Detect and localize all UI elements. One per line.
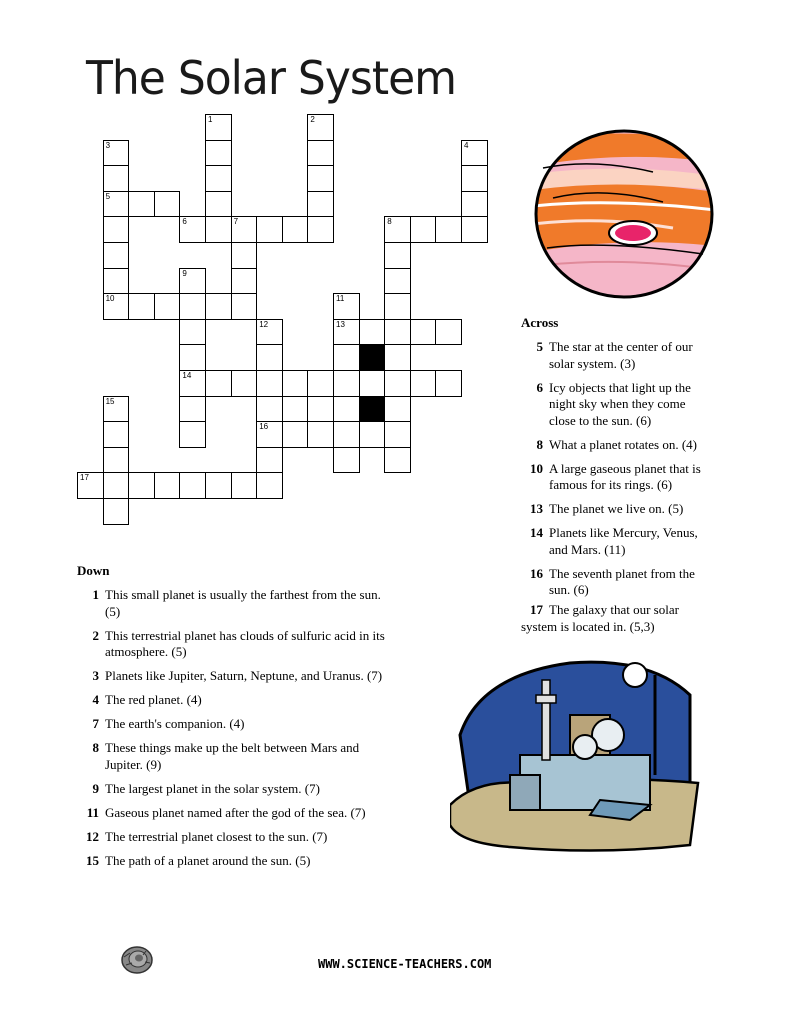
crossword-cell[interactable] [205, 216, 232, 243]
clue-number: 9 [182, 268, 187, 278]
crossword-cell[interactable] [384, 447, 411, 474]
crossword-cell[interactable] [205, 191, 232, 218]
crossword-cell[interactable] [231, 242, 258, 269]
clue-number: 16 [530, 565, 543, 581]
clue-text: (5) [105, 603, 121, 619]
clue-text: The galaxy that our solar [549, 602, 679, 617]
crossword-cell[interactable] [103, 140, 130, 167]
clue-item [521, 380, 791, 430]
crossword-cell[interactable] [179, 421, 206, 448]
crossword-cell[interactable] [307, 396, 334, 423]
crossword-cell[interactable] [103, 216, 130, 243]
crossword-cell[interactable] [384, 216, 411, 243]
clue-item [77, 692, 407, 709]
clue-item [77, 740, 407, 773]
clue-text: This terrestrial planet has clouds of sulfuric acid in its [105, 627, 385, 643]
crossword-cell[interactable] [307, 140, 334, 167]
clue-text: solar system. (3) [549, 355, 636, 371]
crossword-cell[interactable] [128, 191, 155, 218]
crossword-cell[interactable] [231, 216, 258, 243]
crossword-cell[interactable] [384, 293, 411, 320]
ammonite-fossil-icon [120, 945, 154, 975]
crossword-cell[interactable] [410, 216, 437, 243]
down-heading: Down [77, 563, 110, 578]
crossword-cell[interactable] [154, 191, 181, 218]
clue-number: 17 [80, 473, 89, 483]
crossword-cell[interactable] [128, 293, 155, 320]
clue-text: Gaseous planet named after the god of the sea. (7) [105, 804, 366, 820]
clue-number: 2 [310, 115, 315, 124]
clue-text: Planets like Jupiter, Saturn, Neptune, and Uranus. (7) [105, 668, 383, 683]
clue-number: 17 [530, 602, 543, 617]
clue-text: Jupiter. (9) [105, 756, 162, 772]
clue-number: 10 [105, 294, 115, 304]
crossword-cell[interactable] [256, 216, 283, 243]
clue-text: The star at the center of our [549, 339, 693, 354]
crossword-cell[interactable] [282, 421, 309, 448]
crossword-cell[interactable] [77, 472, 104, 499]
crossword-cell[interactable] [179, 472, 206, 499]
crossword-cell[interactable] [384, 242, 411, 269]
clue-number: 4 [92, 692, 99, 707]
crossword-cell[interactable] [103, 498, 130, 525]
clue-text: This small planet is usually the farthest from the sun. [105, 587, 381, 602]
crossword-cell[interactable] [384, 396, 411, 423]
clue-text: The red planet. (4) [105, 692, 202, 707]
clue-item [521, 501, 791, 518]
crossword-cell[interactable] [256, 447, 283, 474]
crossword-cell[interactable] [179, 319, 206, 346]
clue-number: 15 [105, 396, 115, 406]
clue-text: What a planet rotates on. (4) [549, 436, 697, 452]
clue-text: Planets like Mercury, Venus, [549, 525, 698, 540]
crossword-cell[interactable] [103, 165, 130, 192]
clue-number: 14 [530, 525, 543, 540]
clue-text: famous for its rings. (6) [549, 477, 673, 492]
crossword-cell[interactable] [461, 216, 488, 243]
clue-number: 6 [536, 379, 543, 395]
clue-text: system is located in. (5,3) [521, 618, 655, 634]
crossword-cell[interactable] [307, 165, 334, 192]
clue-item [521, 602, 791, 635]
crossword-cell[interactable] [103, 242, 130, 269]
crossword-cell[interactable] [154, 293, 181, 320]
crossword-cell[interactable] [384, 344, 411, 371]
crossword-cell[interactable] [307, 421, 334, 448]
crossword-cell[interactable] [307, 370, 334, 397]
crossword-cell[interactable] [179, 344, 206, 371]
clue-text: Icy objects that light up the [549, 379, 691, 395]
clue-number: 7 [233, 217, 239, 227]
clue-number: 8 [387, 217, 392, 227]
clue-item [77, 668, 407, 685]
clue-text: The path of a planet around the sun. (5) [105, 852, 311, 868]
crossword-cell[interactable] [103, 421, 130, 448]
crossword-cell[interactable] [384, 319, 411, 346]
clue-number: 8 [92, 740, 99, 755]
clue-text: A large gaseous planet that is [549, 460, 701, 476]
crossword-cell[interactable] [384, 268, 411, 295]
crossword-cell[interactable] [461, 165, 488, 192]
crossword-cell[interactable] [410, 319, 437, 346]
clue-item [77, 587, 407, 620]
clue-text: close to the sun. (6) [549, 412, 652, 428]
crossword-cell[interactable] [435, 216, 462, 243]
blocked-cell [359, 396, 386, 423]
crossword-cell[interactable] [179, 293, 206, 320]
crossword-cell[interactable] [205, 114, 232, 141]
crossword-cell[interactable] [256, 421, 283, 448]
clue-number: 5 [105, 191, 111, 201]
clue-number: 7 [92, 716, 99, 731]
clue-number: 10 [530, 460, 543, 476]
crossword-cell[interactable] [231, 293, 258, 320]
crossword-cell[interactable] [103, 268, 130, 295]
crossword-cell[interactable] [205, 140, 232, 167]
crossword-cell[interactable] [256, 370, 283, 397]
clue-number: 13 [336, 319, 345, 329]
crossword-cell[interactable] [282, 370, 309, 397]
clue-item [77, 781, 407, 798]
crossword-cell[interactable] [154, 472, 181, 499]
crossword-cell[interactable] [307, 216, 334, 243]
clue-text: The largest planet in the solar system. (7) [105, 780, 320, 796]
crossword-cell[interactable] [256, 472, 283, 499]
clue-number: 1 [208, 115, 213, 124]
clue-number: 13 [530, 501, 543, 516]
jupiter-illustration [533, 128, 715, 300]
clue-text: and Mars. (11) [549, 541, 626, 557]
crossword-cell[interactable] [282, 216, 309, 243]
crossword-cell[interactable] [307, 191, 334, 218]
clue-number: 6 [182, 217, 187, 227]
clue-number: 14 [182, 371, 192, 380]
crossword-cell[interactable] [103, 293, 130, 320]
clue-item [77, 829, 407, 846]
clue-item [77, 716, 407, 733]
clue-number: 3 [105, 140, 111, 150]
crossword-cell[interactable] [333, 370, 360, 397]
crossword-cell[interactable] [359, 319, 386, 346]
clue-item [521, 525, 791, 558]
crossword-cell[interactable] [333, 447, 360, 474]
clue-number: 3 [92, 668, 99, 683]
clue-item [77, 853, 407, 870]
clue-number: 12 [259, 319, 269, 329]
crossword-cell[interactable] [333, 396, 360, 423]
footer-website[interactable]: WWW.SCIENCE-TEACHERS.COM [318, 957, 492, 971]
crossword-cell[interactable] [333, 344, 360, 371]
crossword-cell[interactable] [435, 319, 462, 346]
clue-number: 15 [86, 852, 99, 868]
crossword-cell[interactable] [256, 344, 283, 371]
crossword-cell[interactable] [179, 396, 206, 423]
crossword-cell[interactable] [282, 396, 309, 423]
crossword-cell[interactable] [333, 293, 360, 320]
clue-item [77, 628, 407, 661]
clue-text: night sky when they come [549, 396, 686, 411]
clue-text: The seventh planet from the [549, 565, 695, 581]
crossword-cell[interactable] [205, 165, 232, 192]
crossword-cell[interactable] [231, 472, 258, 499]
clue-item [77, 805, 407, 822]
crossword-cell[interactable] [256, 319, 283, 346]
clue-text: These things make up the belt between Mars and [105, 740, 360, 755]
clue-number: 12 [86, 828, 99, 844]
crossword-cell[interactable] [461, 191, 488, 218]
clue-item [521, 437, 791, 454]
clue-item [521, 566, 791, 599]
clue-text: sun. (6) [549, 582, 589, 597]
crossword-cell[interactable] [179, 370, 206, 397]
crossword-cell[interactable] [179, 268, 206, 295]
crossword-cell[interactable] [435, 370, 462, 397]
crossword-cell[interactable] [307, 114, 334, 141]
clue-number: 8 [536, 436, 543, 452]
clue-number: 1 [92, 587, 99, 602]
clue-item [521, 461, 791, 494]
crossword-cell[interactable] [179, 216, 206, 243]
crossword-cell[interactable] [103, 191, 130, 218]
crossword-cell[interactable] [384, 370, 411, 397]
crossword-cell[interactable] [359, 421, 386, 448]
crossword-cell[interactable] [256, 396, 283, 423]
clue-number: 16 [259, 422, 269, 432]
clue-text: The planet we live on. (5) [549, 501, 684, 516]
crossword-cell[interactable] [103, 447, 130, 474]
crossword-cell[interactable] [333, 421, 360, 448]
crossword-cell[interactable] [103, 472, 130, 499]
clue-number: 2 [92, 627, 99, 643]
clue-number: 9 [92, 780, 99, 796]
crossword-cell[interactable] [103, 396, 130, 423]
crossword-cell[interactable] [410, 370, 437, 397]
clue-number: 5 [536, 339, 543, 354]
clue-number: 11 [336, 294, 345, 304]
crossword-cell[interactable] [231, 370, 258, 397]
crossword-cell[interactable] [359, 370, 386, 397]
clue-text: The earth's companion. (4) [105, 716, 245, 731]
clue-number: 11 [86, 804, 99, 820]
crossword-cell[interactable] [128, 472, 155, 499]
clue-item [521, 339, 791, 372]
crossword-cell[interactable] [384, 421, 411, 448]
crossword-cell[interactable] [333, 319, 360, 346]
crossword-cell[interactable] [205, 472, 232, 499]
crossword-cell[interactable] [205, 293, 232, 320]
across-heading: Across [521, 315, 559, 330]
page-title: The Solar System [86, 52, 457, 106]
crossword-cell[interactable] [461, 140, 488, 167]
space-station-illustration [450, 655, 700, 855]
clue-number: 4 [464, 140, 469, 150]
blocked-cell [359, 344, 386, 371]
clue-text: atmosphere. (5) [105, 644, 187, 659]
crossword-cell[interactable] [205, 370, 232, 397]
crossword-cell[interactable] [231, 268, 258, 295]
clue-text: The terrestrial planet closest to the sun. (7) [105, 828, 328, 844]
